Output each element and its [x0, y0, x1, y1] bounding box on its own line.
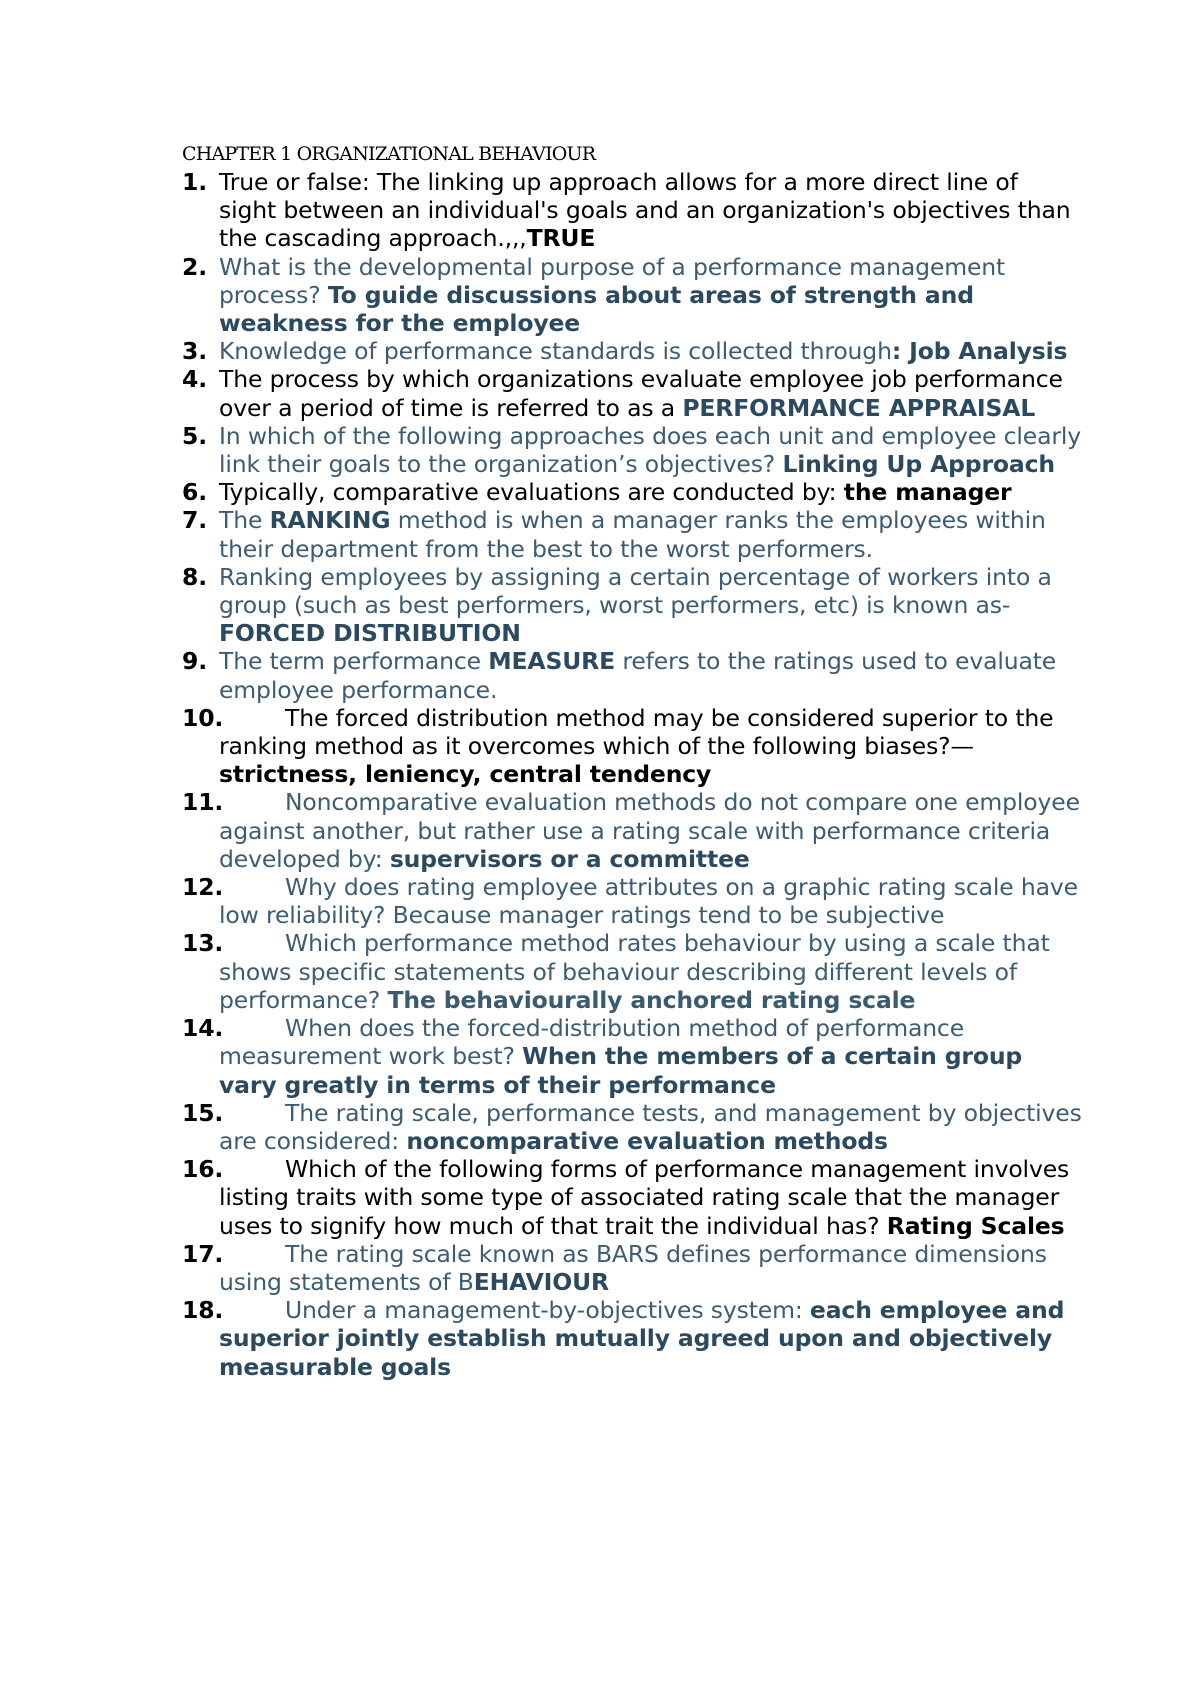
question-text: Typically, comparative evaluations are conducted by: — [219, 478, 844, 507]
answer-text: MEASURE — [488, 647, 616, 676]
answer-text: To guide discussions about areas of strength and weakness for the employee — [219, 280, 974, 338]
question-13 — [182, 929, 1082, 1014]
question-11 — [182, 788, 1082, 873]
answer-text: When the members of a certain group vary greatly in terms of their performance — [219, 1042, 1023, 1099]
question-number: 8. — [182, 562, 207, 591]
question-text: The process by which organizations evaluate employee job performance over a period of time is referred to as a — [219, 365, 1063, 422]
question-number: 16. — [182, 1155, 224, 1184]
question-text: Noncomparative evaluation methods do not compare one employee against another, but rather use a rating scale with performance criteria developed by: — [219, 788, 1080, 873]
answer-text: strictness, leniency, central tendency — [219, 760, 712, 789]
question-number: 14. — [182, 1014, 224, 1043]
question-number: 7. — [182, 506, 207, 535]
document-title: CHAPTER 1 ORGANIZATIONAL BEHAVIOUR — [182, 143, 596, 165]
question-text: Why does rating employee attributes on a graphic rating scale have low reliability? Because manager ratings tend to be subjective — [219, 873, 1078, 930]
question-16 — [182, 1155, 1082, 1240]
answer-text: TRUE — [526, 224, 596, 253]
answer-text: the manager — [843, 478, 1012, 507]
question-number: 4. — [182, 365, 207, 394]
question-18 — [182, 1296, 1082, 1381]
answer-text: Linking Up Approach — [782, 450, 1055, 479]
question-number: 3. — [182, 337, 207, 366]
question-6 — [182, 478, 1082, 506]
question-number: 15. — [182, 1098, 224, 1127]
question-number: 1. — [182, 168, 207, 196]
document-page — [182, 142, 1082, 1381]
question-number: 5. — [182, 421, 207, 450]
answer-text: EHAVIOUR — [473, 1267, 609, 1296]
question-number: 9. — [182, 647, 207, 676]
question-text: The forced distribution method may be considered superior to the ranking method as it overcomes which of the following biases?— — [219, 703, 1054, 761]
question-number: 18. — [182, 1296, 224, 1325]
question-4 — [182, 365, 1082, 421]
question-text: The rating scale, performance tests, and management by objectives are considered: — [219, 1098, 1082, 1155]
question-number: 6. — [182, 478, 207, 507]
question-8 — [182, 563, 1082, 648]
question-number: 2. — [182, 252, 207, 281]
answer-text: PERFORMANCE APPRAISAL — [682, 393, 1036, 422]
question-12 — [182, 873, 1082, 929]
question-15 — [182, 1099, 1082, 1155]
question-text-before: The term performance — [219, 647, 489, 676]
question-10 — [182, 704, 1082, 789]
question-5 — [182, 422, 1082, 478]
answer-text: each employee and superior jointly establish mutually agreed upon and objectively measurable goals — [219, 1296, 1065, 1381]
question-text: The rating scale known as BARS defines performance dimensions using statements of B — [219, 1239, 1047, 1296]
answer-text: supervisors or a committee — [389, 844, 750, 873]
question-text: When does the forced-distribution method of performance measurement work best? — [219, 1014, 965, 1071]
question-text-after: refers to the ratings used to evaluate employee performance. — [219, 647, 1057, 704]
question-text: Knowledge of performance standards is collected through — [219, 337, 892, 366]
question-text: Which of the following forms of performance management involves listing traits with some type of associated rating scale that the manager uses to signify how much of that trait the individual has? — [219, 1155, 1070, 1240]
question-text: Which performance method rates behaviour by using a scale that shows specific statements of behaviour describing different levels of performance? — [219, 929, 1050, 1014]
question-number: 12. — [182, 873, 224, 902]
question-number: 11. — [182, 788, 224, 817]
question-2 — [182, 253, 1082, 338]
question-text: True or false: The linking up approach allows for a more direct line of sight between an individual's goals and an organization's objectives than the cascading approach.,,, — [219, 168, 1071, 253]
answer-text: : Job Analysis — [891, 337, 1068, 366]
question-14 — [182, 1014, 1082, 1099]
question-number: 10. — [182, 703, 224, 732]
answer-text: FORCED DISTRIBUTION — [219, 619, 521, 648]
answer-text: Rating Scales — [886, 1211, 1065, 1240]
question-1 — [182, 168, 1082, 253]
question-list — [182, 168, 1082, 1381]
question-17 — [182, 1240, 1082, 1296]
answer-text: noncomparative evaluation methods — [406, 1126, 888, 1155]
answer-text: The behaviourally anchored rating scale — [387, 985, 916, 1014]
question-7 — [182, 506, 1082, 562]
question-3 — [182, 337, 1082, 365]
question-text: Ranking employees by assigning a certain percentage of workers into a group (such as best performers, worst performers, etc) is known as- — [219, 562, 1052, 620]
question-text: What is the developmental purpose of a performance management process? — [219, 252, 1006, 309]
question-text-before: The — [219, 506, 270, 535]
question-number: 17. — [182, 1239, 224, 1268]
question-9 — [182, 647, 1082, 703]
question-text: Under a management-by-objectives system: — [285, 1296, 810, 1325]
question-number: 13. — [182, 929, 224, 958]
question-text: In which of the following approaches does each unit and employee clearly link their goals to the organization’s objectives? — [219, 421, 1082, 479]
question-text-after: method is when a manager ranks the employees within their department from the best to the worst performers. — [219, 506, 1046, 563]
answer-text: RANKING — [269, 506, 391, 535]
